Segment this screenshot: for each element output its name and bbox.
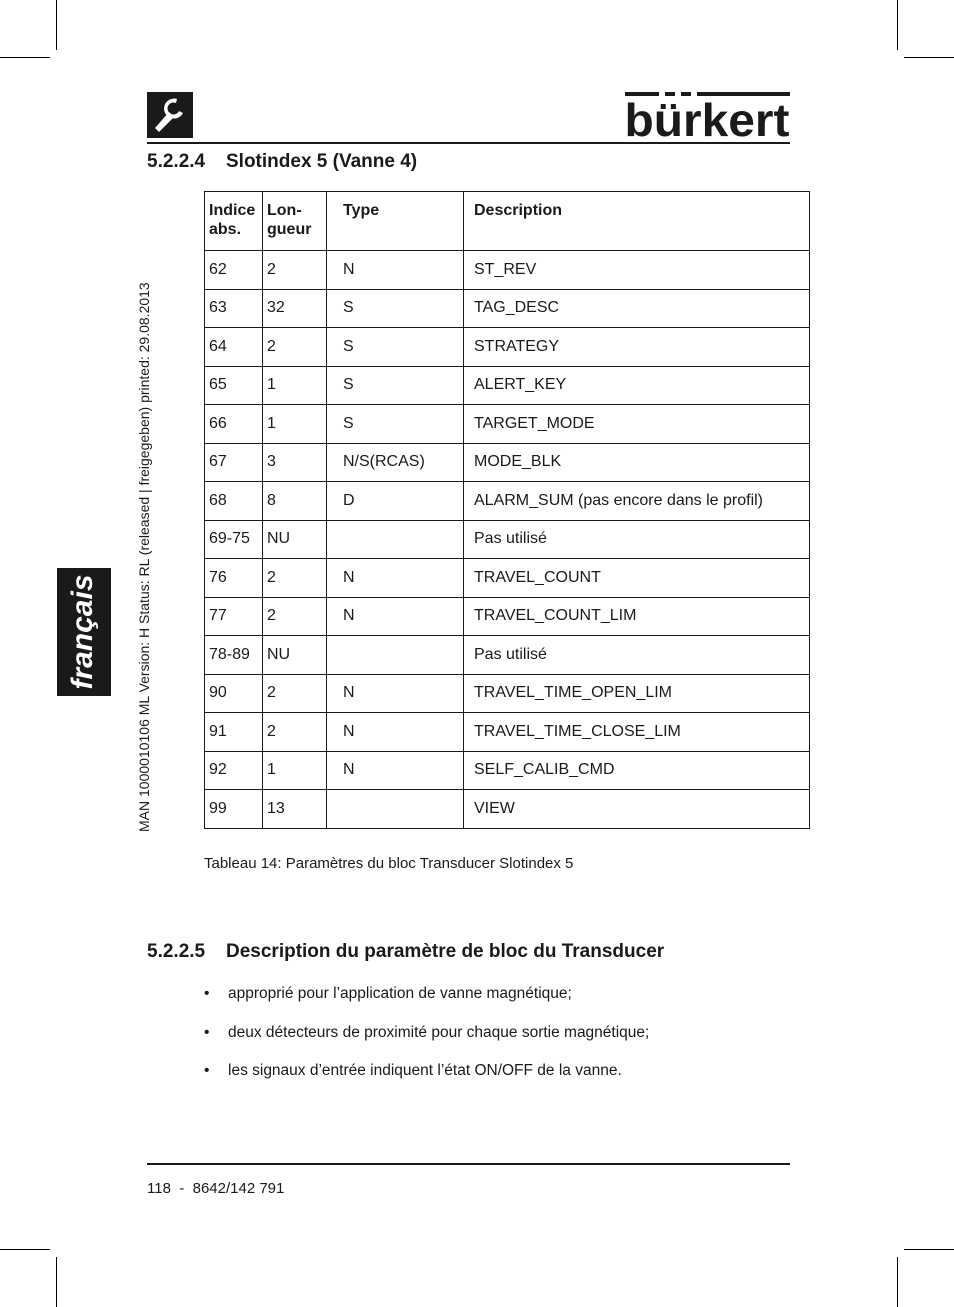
cell-type: N (327, 251, 464, 290)
cell-type: N/S(RCAS) (327, 443, 464, 482)
crop-mark (56, 0, 57, 50)
cell-index: 67 (205, 443, 263, 482)
footer-rule (147, 1163, 790, 1165)
cell-description: ALARM_SUM (pas encore dans le profil) (464, 482, 810, 521)
section-title: Slotindex 5 (Vanne 4) (226, 151, 418, 172)
table-row (205, 674, 810, 713)
table-header-row (205, 192, 810, 251)
cell-length: 1 (263, 751, 327, 790)
cell-description: MODE_BLK (464, 443, 810, 482)
table-row (205, 597, 810, 636)
section-title: Description du paramètre de bloc du Transducer (226, 941, 665, 962)
header-type: Type (327, 192, 464, 251)
cell-description: TRAVEL_COUNT_LIM (464, 597, 810, 636)
table-row (205, 559, 810, 598)
cell-length: 2 (263, 559, 327, 598)
table-row (205, 520, 810, 559)
cell-length: 13 (263, 790, 327, 829)
burkert-logo (625, 92, 790, 138)
crop-mark (56, 1257, 57, 1307)
table-row (205, 328, 810, 367)
cell-length: 1 (263, 405, 327, 444)
cell-index: 69-75 (205, 520, 263, 559)
cell-description: ST_REV (464, 251, 810, 290)
cell-type: S (327, 289, 464, 328)
section-heading-description (147, 941, 664, 963)
cell-index: 99 (205, 790, 263, 829)
list-item: • deux détecteurs de proximité pour chaque sortie magnétique; (204, 1024, 649, 1063)
crop-mark (0, 57, 50, 58)
table-row (205, 443, 810, 482)
header-index: Indice abs. (205, 192, 263, 251)
crop-mark (897, 1257, 898, 1307)
cell-length: 2 (263, 251, 327, 290)
cell-type (327, 520, 464, 559)
cell-type (327, 790, 464, 829)
header-rule (147, 142, 790, 144)
cell-type (327, 636, 464, 675)
language-tab-label: français (66, 574, 99, 690)
language-tab (57, 568, 111, 696)
page-footer (147, 1180, 284, 1197)
crop-mark (897, 0, 898, 50)
cell-type: N (327, 674, 464, 713)
cell-type: S (327, 366, 464, 405)
cell-index: 66 (205, 405, 263, 444)
cell-index: 63 (205, 289, 263, 328)
footer-separator: - (179, 1180, 185, 1197)
cell-length: 32 (263, 289, 327, 328)
cell-length: 2 (263, 597, 327, 636)
table-row (205, 790, 810, 829)
cell-description: STRATEGY (464, 328, 810, 367)
cell-index: 65 (205, 366, 263, 405)
table-caption: Tableau 14: Paramètres du bloc Transducer Slotindex 5 (204, 855, 574, 872)
cell-description: TRAVEL_TIME_OPEN_LIM (464, 674, 810, 713)
cell-description: Pas utilisé (464, 520, 810, 559)
cell-length: 2 (263, 713, 327, 752)
header-length: Lon- gueur (263, 192, 327, 251)
cell-description: TAG_DESC (464, 289, 810, 328)
table-row (205, 636, 810, 675)
cell-index: 76 (205, 559, 263, 598)
table-row (205, 482, 810, 521)
table-row (205, 289, 810, 328)
cell-type: S (327, 405, 464, 444)
cell-index: 77 (205, 597, 263, 636)
cell-description: TARGET_MODE (464, 405, 810, 444)
table-row (205, 751, 810, 790)
header-description: Description (464, 192, 810, 251)
cell-length: 2 (263, 674, 327, 713)
cell-description: SELF_CALIB_CMD (464, 751, 810, 790)
table-row (205, 405, 810, 444)
cell-index: 91 (205, 713, 263, 752)
cell-description: TRAVEL_COUNT (464, 559, 810, 598)
cell-index: 62 (205, 251, 263, 290)
cell-description: ALERT_KEY (464, 366, 810, 405)
cell-type: N (327, 751, 464, 790)
cell-description: VIEW (464, 790, 810, 829)
cell-description: TRAVEL_TIME_CLOSE_LIM (464, 713, 810, 752)
bullet-list (204, 985, 649, 1101)
cell-length: 2 (263, 328, 327, 367)
cell-index: 68 (205, 482, 263, 521)
list-item: • approprié pour l’application de vanne magnétique; (204, 985, 649, 1024)
cell-index: 90 (205, 674, 263, 713)
cell-type: D (327, 482, 464, 521)
table-row (205, 251, 810, 290)
cell-length: NU (263, 636, 327, 675)
crop-mark (904, 57, 954, 58)
section-heading-slotindex (147, 151, 417, 173)
side-document-info: MAN 1000010106 ML Version: H Status: RL (released | freigegeben) printed: 29.08.2013 (136, 282, 152, 832)
page-number: 118 (147, 1180, 171, 1197)
section-number: 5.2.2.4 (147, 151, 206, 172)
brand-wordmark: bürkert (625, 94, 790, 138)
crop-mark (904, 1249, 954, 1250)
crop-mark (0, 1249, 50, 1250)
cell-length: 3 (263, 443, 327, 482)
cell-type: N (327, 597, 464, 636)
table-row (205, 713, 810, 752)
cell-length: NU (263, 520, 327, 559)
list-item: • les signaux d’entrée indiquent l’état ON/OFF de la vanne. (204, 1062, 649, 1101)
cell-index: 78-89 (205, 636, 263, 675)
section-number: 5.2.2.5 (147, 941, 206, 962)
cell-type: N (327, 559, 464, 598)
table-row (205, 366, 810, 405)
cell-length: 8 (263, 482, 327, 521)
cell-type: N (327, 713, 464, 752)
cell-index: 92 (205, 751, 263, 790)
document-number: 8642/142 791 (192, 1180, 285, 1197)
cell-length: 1 (263, 366, 327, 405)
wrench-icon (147, 92, 193, 138)
cell-type: S (327, 328, 464, 367)
parameter-table (204, 191, 810, 829)
cell-description: Pas utilisé (464, 636, 810, 675)
cell-index: 64 (205, 328, 263, 367)
